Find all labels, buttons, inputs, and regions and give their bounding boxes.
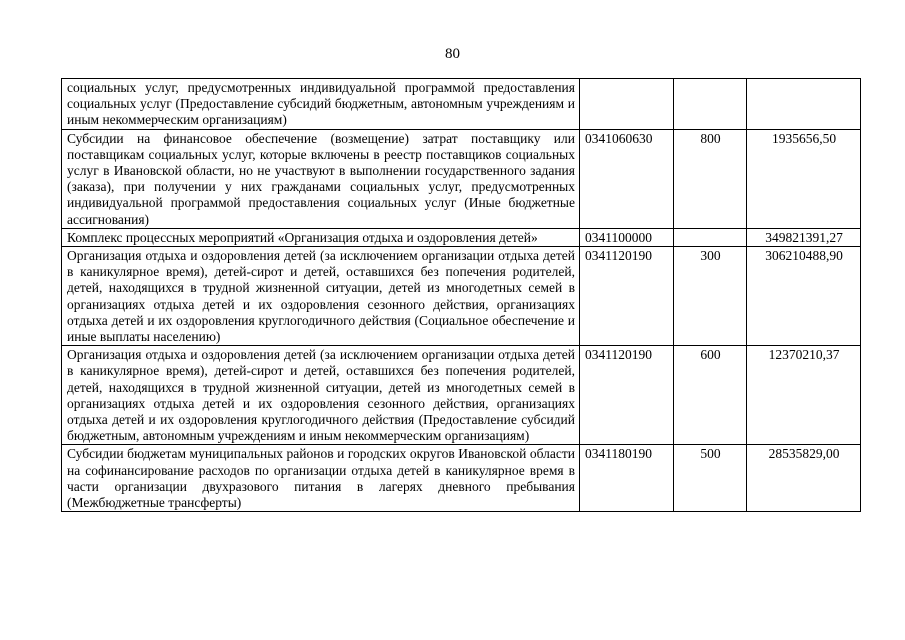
row-type-cell: 600 [674, 346, 747, 445]
page-number: 80 [445, 46, 460, 62]
table-row [62, 247, 861, 346]
row-type-cell: 300 [674, 247, 747, 346]
row-sum-cell: 12370210,37 [747, 346, 861, 445]
row-code-cell: 0341100000 [580, 228, 674, 246]
row-name-cell: Субсидии бюджетам муниципальных районов и городских округов Ивановской области на софинансирование расходов по организации отдыха детей в каникулярное время в части организации двухразового питания в лагерях дневного пребывания (Межбюджетные трансферты) [62, 445, 580, 512]
table-row [62, 346, 861, 445]
row-name-cell: Организация отдыха и оздоровления детей (за исключением организации отдыха детей в каникулярное время), детей-сирот и детей, оставшихся без попечения родителей, детей, находящихся в трудной жизненной ситуации, детей из многодетных семей в организациях отдыха детей и их оздоровления сезонного действия, организациях отдыха детей и их оздоровления круглогодичного действия (Социальное обеспечение и иные выплаты населению) [62, 247, 580, 346]
table-row [62, 445, 861, 512]
row-type-cell [674, 79, 747, 130]
row-type-cell: 800 [674, 129, 747, 228]
row-sum-cell: 306210488,90 [747, 247, 861, 346]
row-name-cell: социальных услуг, предусмотренных индивидуальной программой предоставления социальных услуг (Предоставление субсидий бюджетным, автономным учреждениям и иным некоммерческим организациям) [62, 79, 580, 130]
row-name-cell: Субсидии на финансовое обеспечение (возмещение) затрат поставщику или поставщикам социальных услуг, которые включены в реестр поставщиков социальных услуг в Ивановской области, но не участвуют в выполнении государственного задания (заказа), при получении у них гражданами социальных услуг, предусмотренных индивидуальной программой предоставления социальных услуг (Иные бюджетные ассигнования) [62, 129, 580, 228]
table-row [62, 79, 861, 130]
row-sum-cell [747, 79, 861, 130]
table-row [62, 129, 861, 228]
table-row [62, 228, 861, 246]
row-code-cell: 0341120190 [580, 247, 674, 346]
row-name-cell: Организация отдыха и оздоровления детей (за исключением организации отдыха детей в каникулярное время), детей-сирот и детей, оставшихся без попечения родителей, детей, находящихся в трудной жизненной ситуации, детей из многодетных семей в организациях отдыха детей и их оздоровления сезонного действия, организациях отдыха детей и их оздоровления круглогодичного действия (Предоставление субсидий бюджетным, автономным учреждениям и иным некоммерческим организациям) [62, 346, 580, 445]
row-code-cell: 0341120190 [580, 346, 674, 445]
row-type-cell: 500 [674, 445, 747, 512]
row-sum-cell: 349821391,27 [747, 228, 861, 246]
budget-table [61, 78, 861, 512]
row-type-cell [674, 228, 747, 246]
row-code-cell: 0341060630 [580, 129, 674, 228]
row-name-cell: Комплекс процессных мероприятий «Организация отдыха и оздоровления детей» [62, 228, 580, 246]
row-sum-cell: 1935656,50 [747, 129, 861, 228]
row-sum-cell: 28535829,00 [747, 445, 861, 512]
row-code-cell [580, 79, 674, 130]
row-code-cell: 0341180190 [580, 445, 674, 512]
